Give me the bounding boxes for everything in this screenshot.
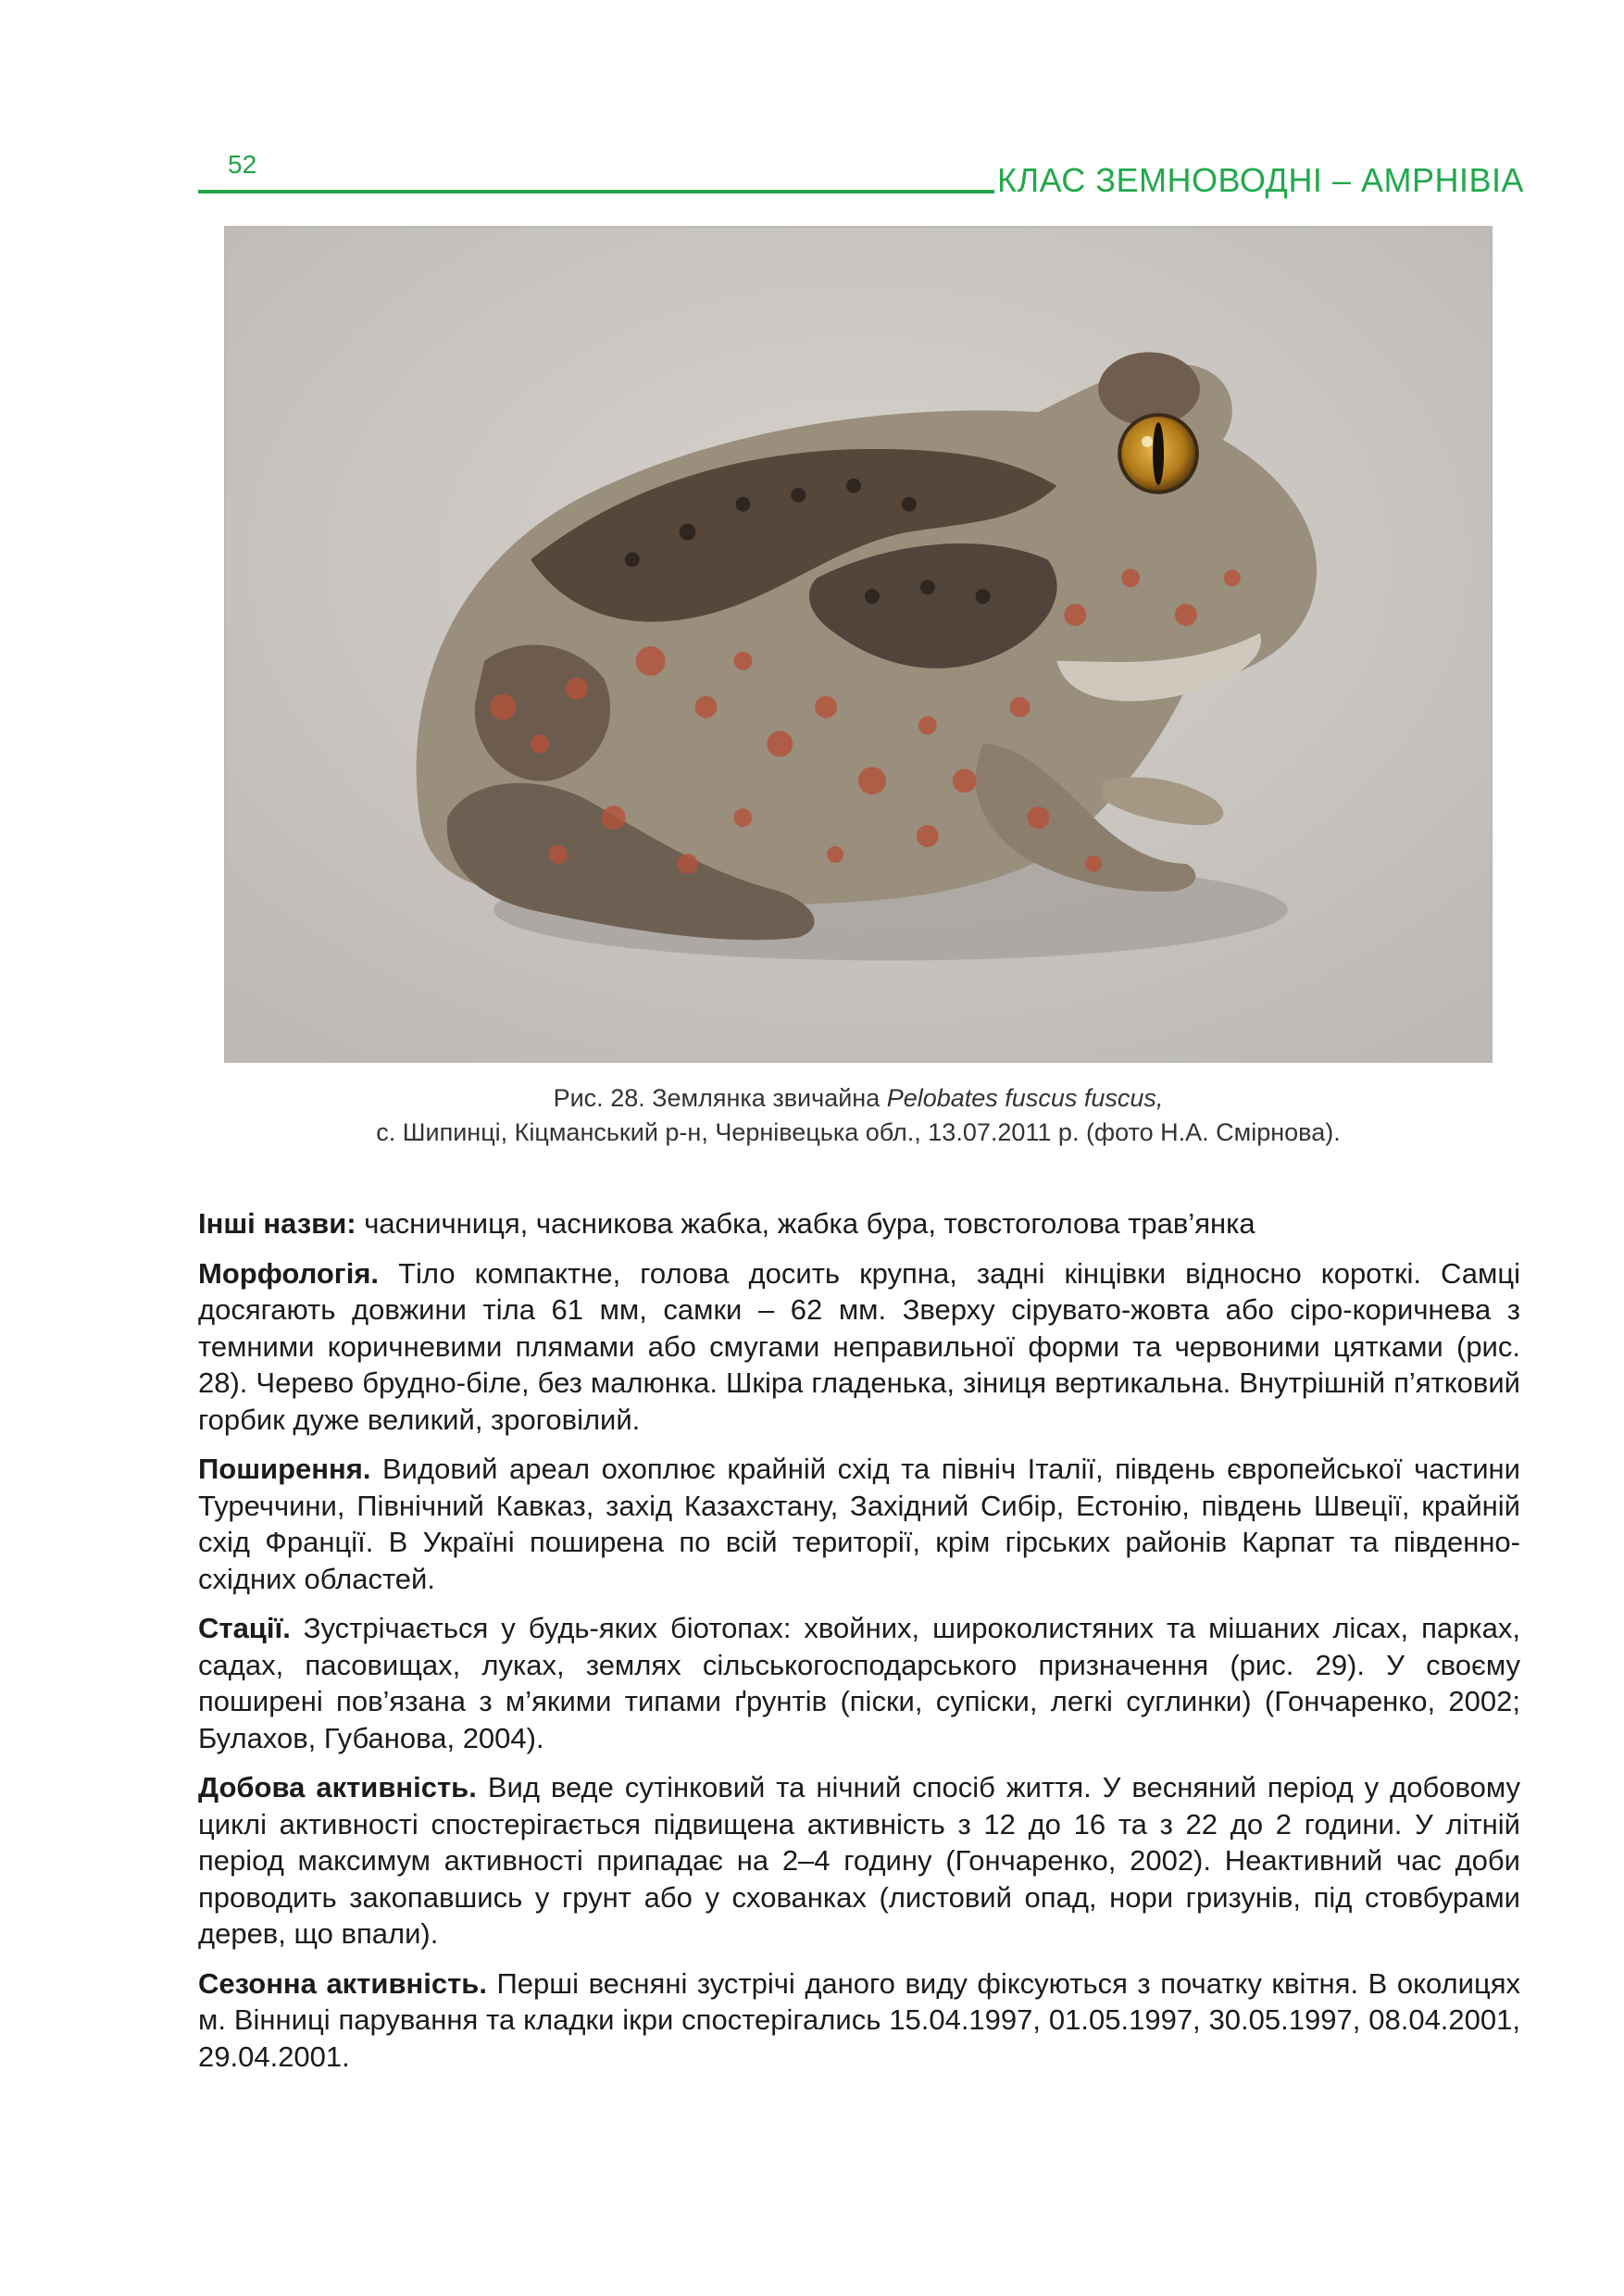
header-rule <box>198 190 994 193</box>
paragraph-daily-activity: Добова активність. Вид веде сутінковий та нічний спосіб життя. У весняний період у добовому циклі активності спостерігається підвищена активність з 12 до 16 та з 22 до 2 години. У літній період максимум активності припадає на 2–4 годину (Гончаренко, 2002). Неактивний час доби проводить закопавшись у грунт або у схованках (листовий опад, нори гризунів, під стовбурами дерев, що впали). <box>198 1771 1521 1950</box>
paragraph-seasonal-activity: Сезонна активність. Перші весняні зустрічі даного виду фіксуються з початку квітня. В околицях м. Вінниці парування та кладки ікри спостерігались 15.04.1997, 01.05.1997, 30.05.1997, 08.04.2001, 29.04.2001. <box>198 1966 1520 2073</box>
frog-photo <box>224 226 1493 1063</box>
figure-caption <box>224 1081 1493 1150</box>
paragraph-habitats: Стації. Зустрічається у будь-яких біотопах: хвойних, широколистяних та мішаних лісах, парках, садах, пасовищах, луках, землях сільськогосподарського призначення (рис. 29). У своєму поширені пов’язана з м’якими типами ґрунтів (піски, супіски, легкі суглинки) (Гончаренко, 2002; Булахов, Губанова, 2004). <box>198 1612 1520 1754</box>
paragraph-morphology: Морфологія. Тіло компактне, голова досить крупна, задні кінцівки відносно короткі. Самці досягають довжини тіла 61 мм, самки – 62 мм. Зверху сірувато-жовта або сіро-коричнева з темними коричневими плямами або смугами неправильної форми та червоними цятками (рис. 28). Черево брудно-біле, без малюнка. Шкіра гладенька, зіниця вертикальна. Внутрішній п’ятковий горбик дуже великий, зроговілий. <box>198 1256 1520 1436</box>
frog-illustration <box>226 228 1491 1061</box>
species-name: Pelobates fuscus fuscus, <box>886 1084 1164 1112</box>
paragraph-distribution: Поширення. Видовий ареал охоплює крайній схід та північ Італії, південь європейської частини Туреччини, Північний Кавказ, захід Казахстану, Західний Сибір, Естонію, південь Швеції, крайній схід Франції. В Україні поширена по всій території, крім гірських районів Карпат та південно-східних областей. <box>198 1453 1520 1595</box>
section-title: КЛАС ЗЕМНОВОДНІ – AMPHIBIA <box>996 161 1524 199</box>
body-text <box>198 1205 1520 2088</box>
caption-line-2: с. Шипинці, Кіцманський р-н, Чернівецька обл., 13.07.2011 р. (фото Н.А. Смірнова). <box>376 1118 1341 1146</box>
caption-line-1: Рис. 28. Землянка звичайна Pelobates fuscus fuscus, <box>553 1084 1164 1112</box>
page-header <box>0 0 1624 213</box>
page-number: 52 <box>228 150 257 179</box>
paragraph-other-names: Інші назви: часничниця, часникова жабка, жабка бура, товстоголова трав’янка <box>198 1207 1255 1240</box>
